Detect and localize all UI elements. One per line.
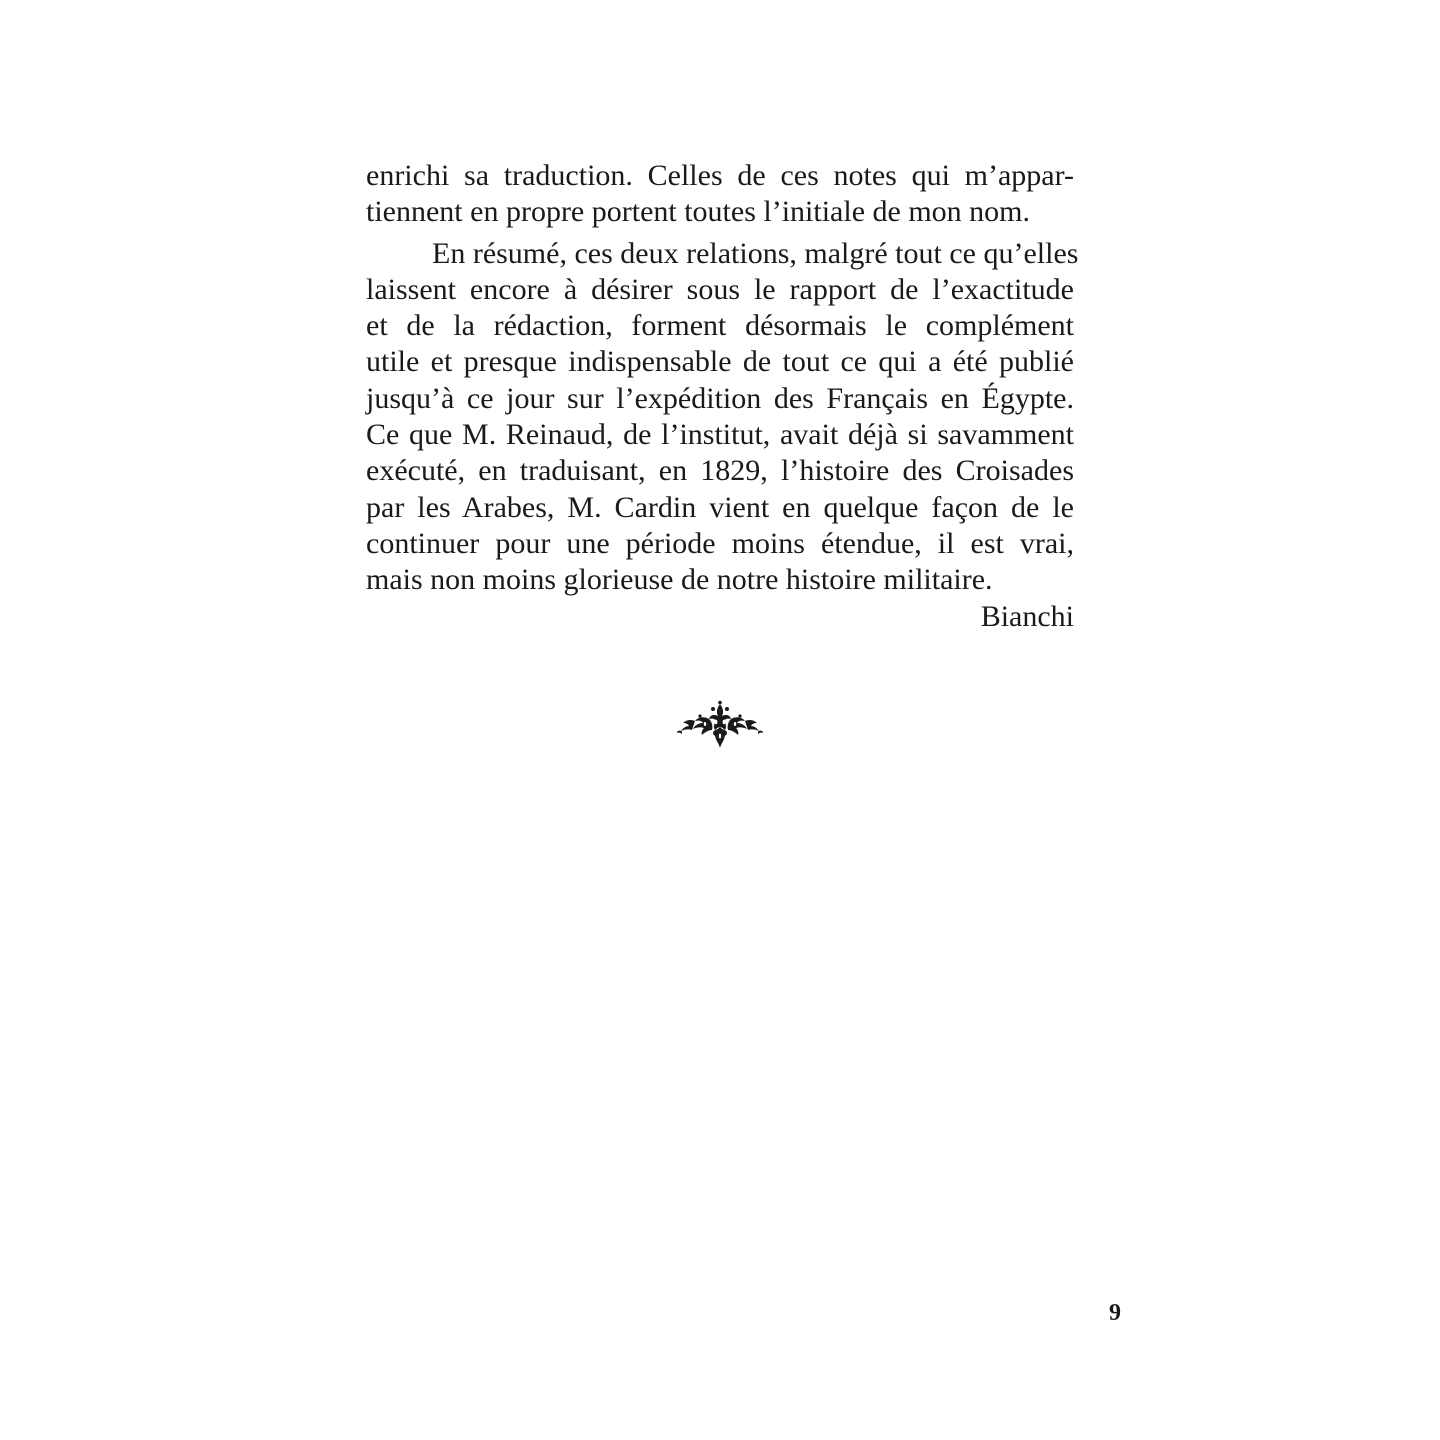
paragraph-2 (366, 236, 1079, 599)
text-line: laissent encore à désirer sous le rapport de l’exactitude (366, 272, 1074, 306)
page-number: 9 (1109, 1300, 1121, 1326)
paragraph-1 (366, 158, 1074, 231)
text-line: En résumé, ces deux relations, malgré tout ce qu’elles (432, 236, 1079, 270)
text-line: enrichi sa traduction. Celles de ces notes qui m’appar- (366, 159, 1074, 192)
text-line: jusqu’à ce jour sur l’expédition des Français en Égypte. (366, 381, 1074, 415)
author-signature: Bianchi (980, 599, 1074, 633)
text-line: Ce que M. Reinaud, de l’institut, avait déjà si savamment (366, 418, 1074, 452)
text-line: utile et presque indispensable de tout ce qui a été publié (366, 345, 1074, 379)
fleuron-icon (676, 700, 764, 752)
text-line: et de la rédaction, forment désormais le complément (366, 309, 1074, 343)
text-line: mais non moins glorieuse de notre histoire militaire. (366, 563, 993, 597)
text-line: par les Arabes, M. Cardin vient en quelque façon de le (366, 490, 1074, 524)
text-line: continuer pour une période moins étendue, il est vrai, (366, 526, 1074, 560)
text-line: exécuté, en traduisant, en 1829, l’histoire des Croisades (366, 454, 1074, 488)
text-line: tiennent en propre portent toutes l’initiale de mon nom. (366, 195, 1030, 229)
body-text (366, 158, 1079, 635)
